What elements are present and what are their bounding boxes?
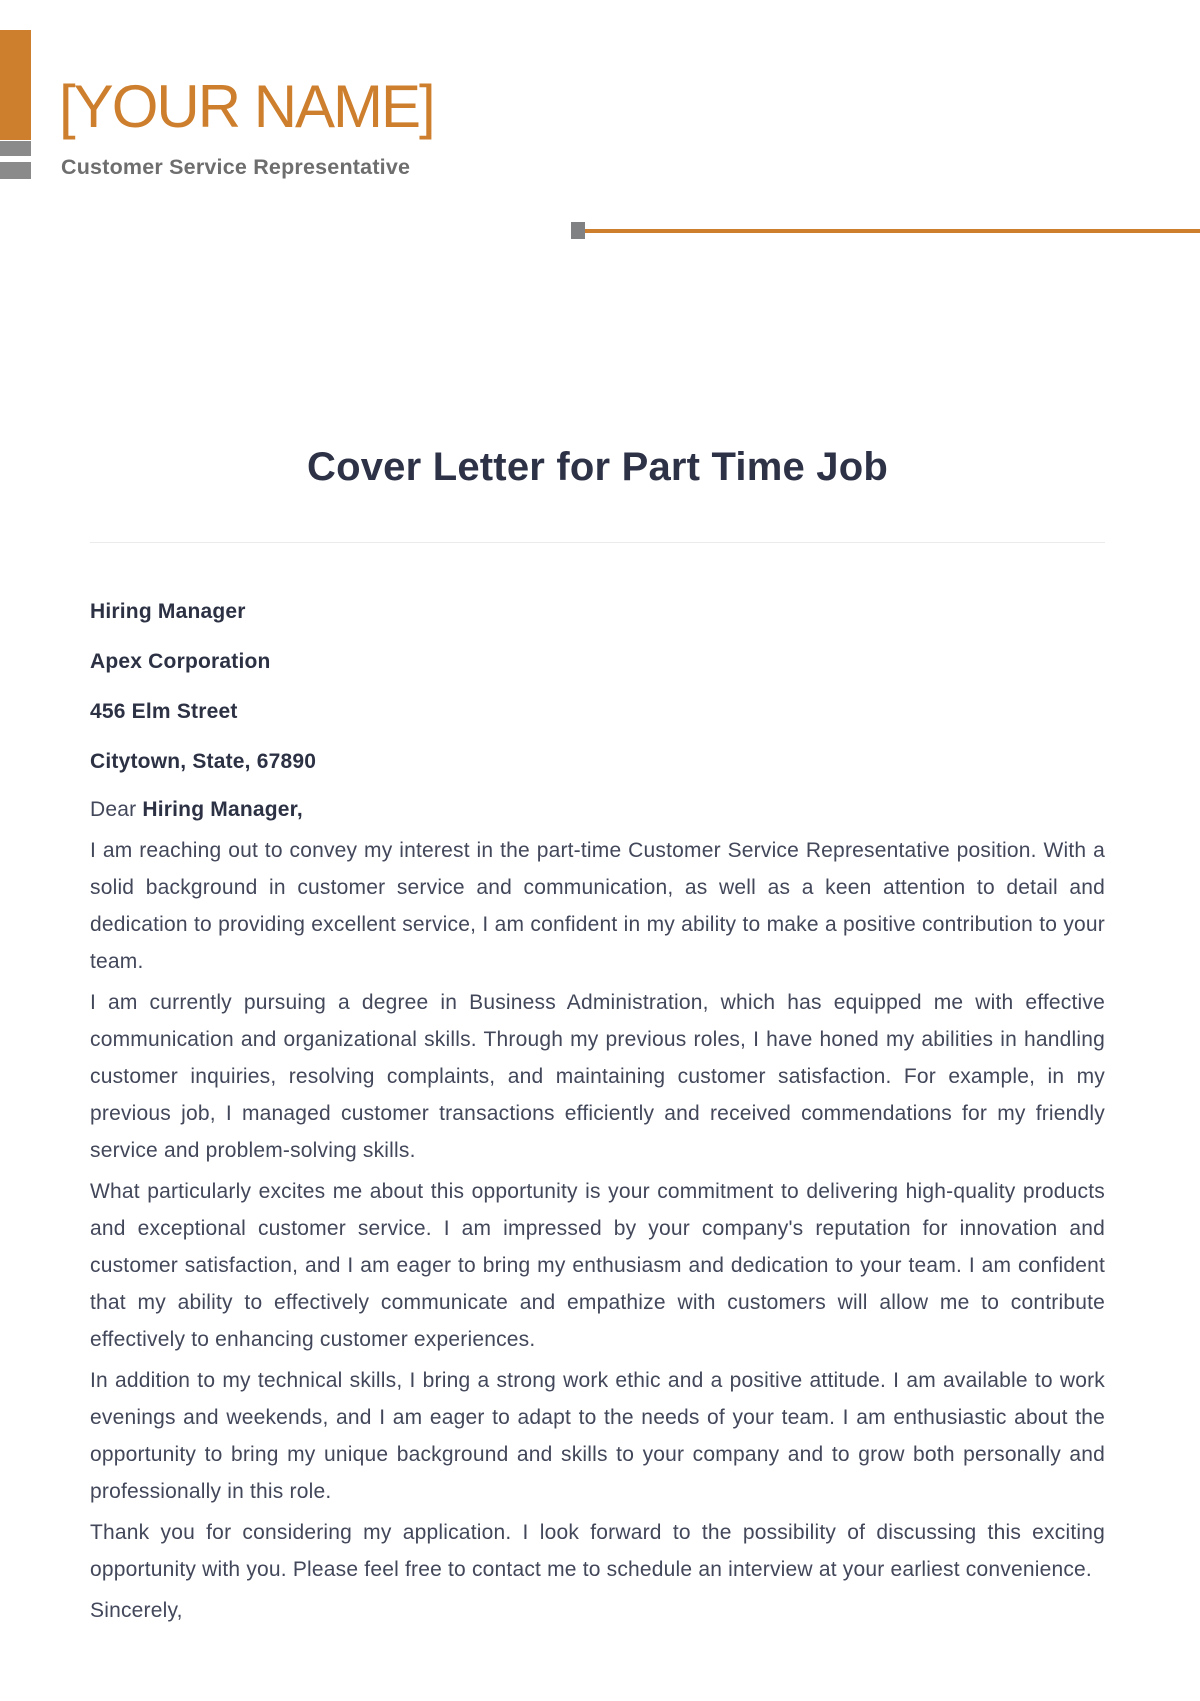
rule-square-endcap (571, 222, 585, 239)
paragraph: I am currently pursuing a degree in Business Administration, which has equipped me with effective communication and organizational skills. Through my previous roles, I have honed my abilities in handling customer inquiries, resolving complaints, and maintaining customer satisfaction. For example, in my previous job, I managed customer transactions efficiently and received commendations for my friendly service and problem-solving skills. (90, 991, 1105, 1162)
header-rule (571, 222, 1200, 239)
rule-orange-line (585, 229, 1200, 233)
paragraph: Thank you for considering my application. I look forward to the possibility of discussing this exciting opportunity with you. Please feel free to contact me to schedule an interview at your earliest convenience. (90, 1521, 1105, 1581)
salutation-prefix: Dear (90, 798, 143, 821)
paragraph: What particularly excites me about this opportunity is your commitment to delivering high-quality products and exceptional customer service. I am impressed by your company's reputation for innovation and customer satisfaction, and I am eager to bring my enthusiasm and dedication to your team. I am confident that my ability to effectively communicate and empathize with customers will allow me to contribute effectively to enhancing customer experiences. (90, 1180, 1105, 1351)
title-divider (90, 542, 1105, 543)
applicant-job-title: Customer Service Representative (61, 155, 411, 179)
brand-gray-bar-top (0, 141, 31, 156)
applicant-name-placeholder: [YOUR NAME] (59, 73, 434, 140)
letterhead (0, 0, 1200, 260)
brand-accent-block (0, 30, 31, 140)
letter-content (90, 443, 1105, 1629)
recipient-line: 456 Elm Street (90, 700, 238, 723)
salutation-name: Hiring Manager, (142, 798, 303, 821)
paragraph: I am reaching out to convey my interest in the part-time Customer Service Representative position. With a solid background in customer service and communication, as well as a keen attention to detail and dedication to providing excellent service, I am confident in my ability to make a positive contribution to your team. (90, 839, 1105, 973)
recipient-line: Hiring Manager (90, 600, 246, 623)
closing: Sincerely, (90, 1599, 183, 1622)
paragraph: In addition to my technical skills, I bring a strong work ethic and a positive attitude. I am available to work evenings and weekends, and I am eager to adapt to the needs of your team. I am enthusiastic about the opportunity to bring my unique background and skills to your company and to grow both personally and professionally in this role. (90, 1369, 1105, 1503)
salutation (90, 791, 1105, 828)
recipient-line: Apex Corporation (90, 650, 271, 673)
brand-gray-bar-bottom (0, 162, 31, 179)
letter-body (90, 791, 1105, 1629)
recipient-line: Citytown, State, 67890 (90, 750, 317, 773)
recipient-block (90, 598, 1105, 776)
page-title: Cover Letter for Part Time Job (307, 445, 888, 489)
